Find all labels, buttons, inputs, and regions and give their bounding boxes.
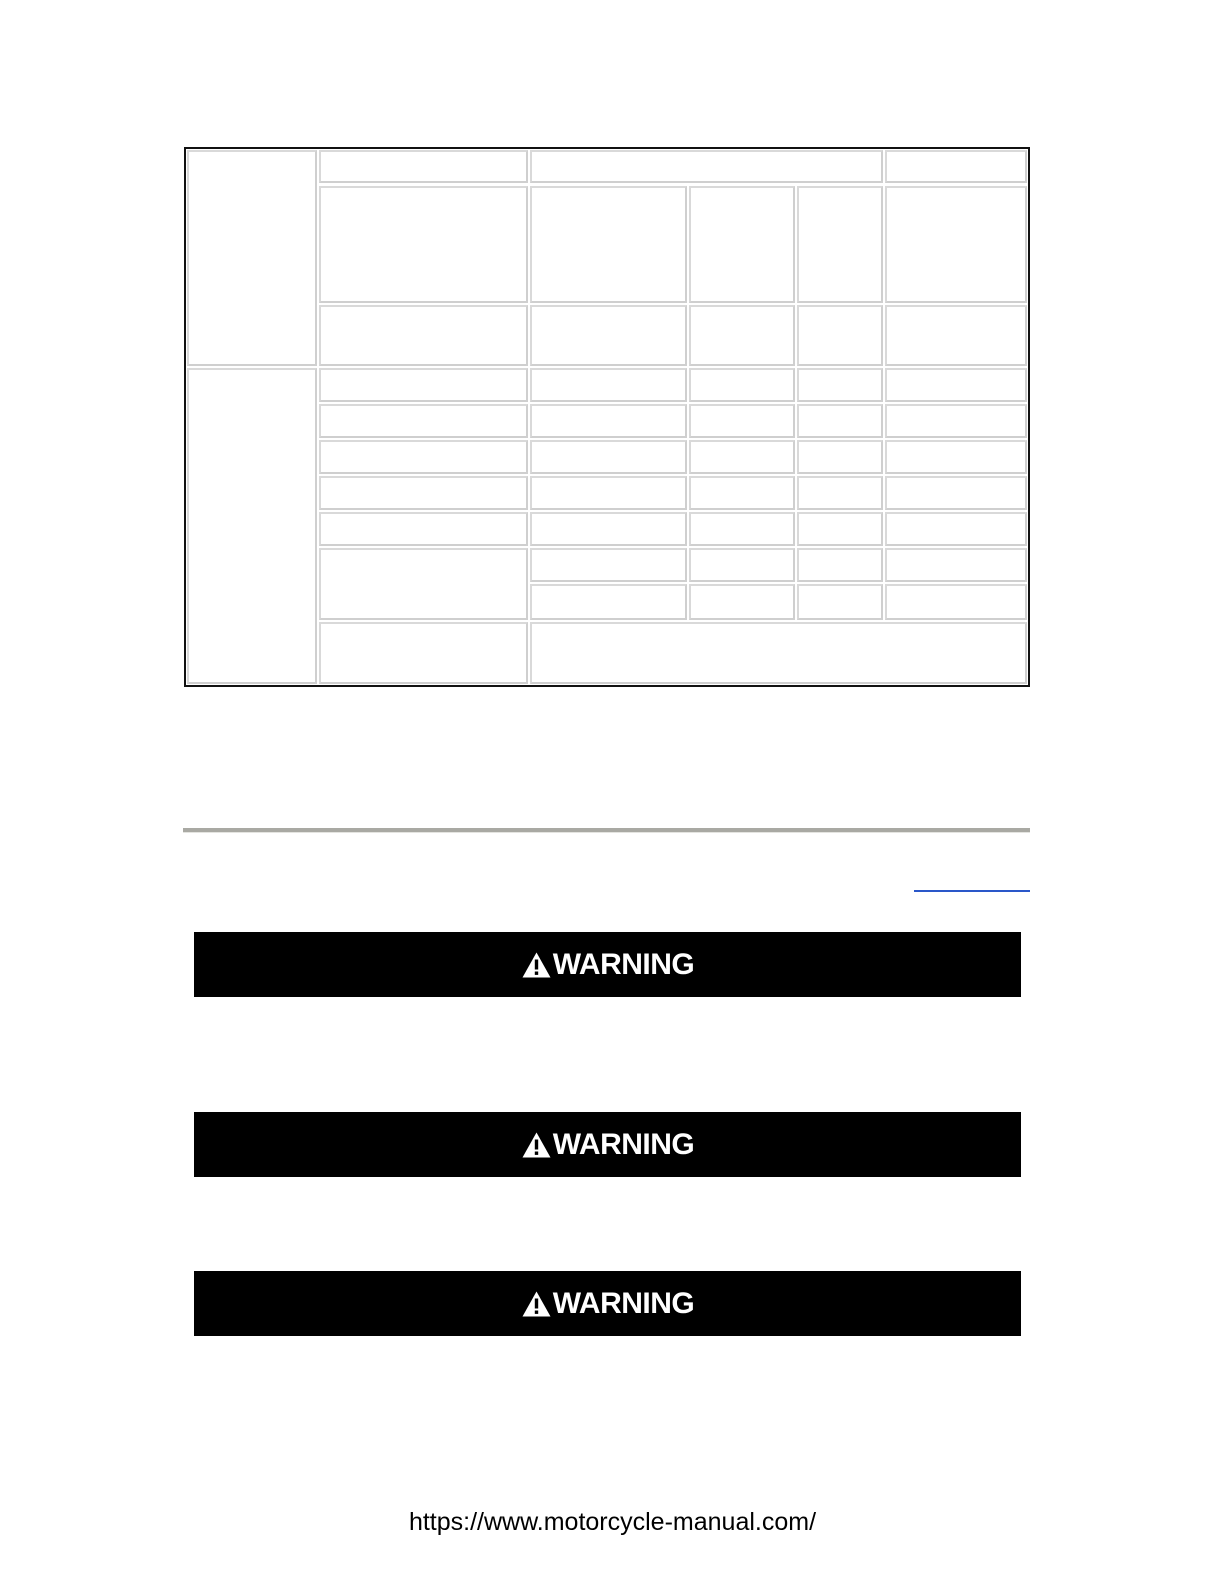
warning-label: WARNING [552, 1127, 695, 1161]
warning-banner [194, 932, 1021, 997]
table-header-cell [797, 186, 883, 303]
table-cell [530, 476, 687, 510]
table-cell [689, 305, 795, 366]
table-cell [319, 305, 528, 366]
warning-banner [194, 1112, 1021, 1177]
warning-triangle-icon [521, 1131, 552, 1159]
table-cell [530, 404, 687, 438]
table-row-header-group-1 [187, 150, 317, 366]
table-cell [319, 476, 528, 510]
table-cell [319, 404, 528, 438]
table-cell [530, 548, 687, 582]
table-cell [797, 512, 883, 546]
table-cell [797, 440, 883, 474]
table-cell [530, 584, 687, 620]
table-cell-wide [530, 622, 1027, 684]
warning-triangle-icon [521, 951, 552, 979]
warning-label: WARNING [552, 947, 695, 981]
table-cell [797, 404, 883, 438]
table-header-cell [885, 186, 1027, 303]
table-cell [885, 512, 1027, 546]
table-cell [689, 440, 795, 474]
table-cell [319, 548, 528, 620]
table-cell [797, 548, 883, 582]
warning-banner [194, 1271, 1021, 1336]
table-cell [689, 476, 795, 510]
table-cell [689, 512, 795, 546]
table-cell [797, 584, 883, 620]
table-cell [885, 476, 1027, 510]
table-cell [885, 584, 1027, 620]
table-cell [885, 368, 1027, 402]
table-cell [319, 622, 528, 684]
table-header-cell [885, 150, 1027, 183]
table-cell [689, 404, 795, 438]
footer-url: https://www.motorcycle-manual.com/ [408, 1508, 817, 1536]
table-cell [797, 476, 883, 510]
table-cell [885, 548, 1027, 582]
table-cell [885, 440, 1027, 474]
table-cell [319, 368, 528, 402]
table-cell [530, 305, 687, 366]
table-cell [319, 440, 528, 474]
table-cell [319, 512, 528, 546]
table-cell [797, 368, 883, 402]
table-header-cell [530, 186, 687, 303]
horizontal-divider [183, 828, 1030, 832]
warning-triangle-icon [521, 1290, 552, 1318]
table-cell [530, 440, 687, 474]
page-link[interactable] [914, 872, 1030, 892]
table-cell [689, 548, 795, 582]
table-row-header-group-2 [187, 368, 317, 684]
table-header-cell [530, 150, 883, 183]
table-header-cell [689, 186, 795, 303]
table-cell [530, 368, 687, 402]
table-cell [885, 404, 1027, 438]
table-cell [689, 368, 795, 402]
table-cell [530, 512, 687, 546]
table-cell [885, 305, 1027, 366]
warning-label: WARNING [552, 1286, 695, 1320]
table-header-cell [319, 150, 528, 183]
spec-table [184, 147, 1030, 687]
table-header-cell [319, 186, 528, 303]
table-cell [689, 584, 795, 620]
table-cell [797, 305, 883, 366]
